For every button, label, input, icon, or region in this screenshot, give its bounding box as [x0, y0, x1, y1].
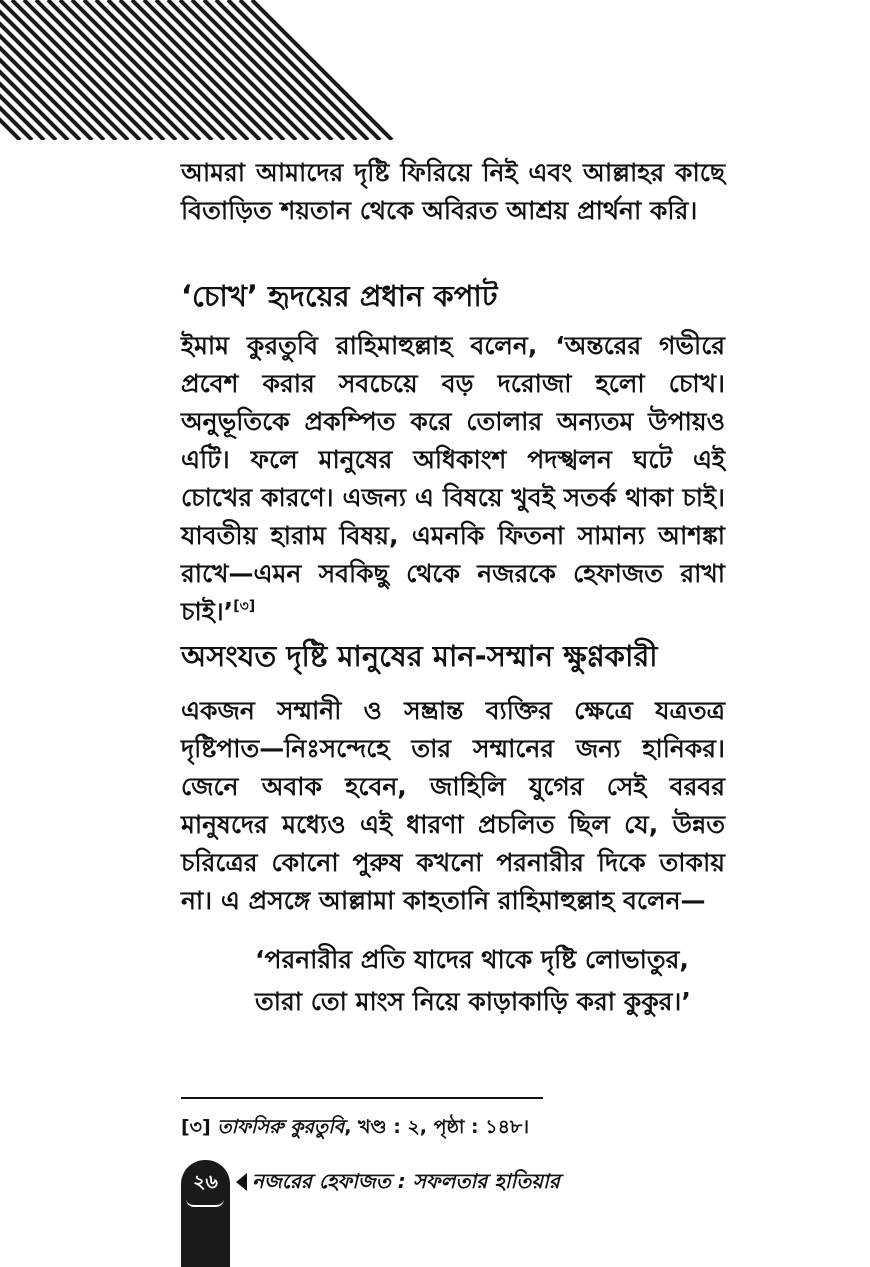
- footnote-detail: , খণ্ড : ২, পৃষ্ঠা : ১৪৮।: [344, 1116, 530, 1138]
- footnote-reference[interactable]: [৩]: [233, 598, 256, 615]
- running-book-title: নজরের হেফাজত : সফলতার হাতিয়ার: [252, 1169, 560, 1193]
- paragraph-intro: আমরা আমাদের দৃষ্টি ফিরিয়ে নিই এবং আল্লাহর কাছে বিতাড়িত শয়তান থেকে অবিরত আশ্রয় প্রার্থনা করি।: [181, 158, 725, 225]
- page-number-arc: [186, 1199, 224, 1207]
- verse-line-1: ‘পরনারীর প্রতি যাদের থাকে দৃষ্টি লোভাতুর,: [255, 945, 689, 974]
- decorative-stripes: [0, 0, 400, 140]
- footnote-divider: [181, 1097, 543, 1099]
- paragraph-qurtubi-text: ইমাম কুরতুবি রাহিমাহুল্লাহ বলেন, ‘অন্তরের গভীরে প্রবেশ করার সবচেয়ে বড় দরোজা হলো চোখ। অনুভূতিকে প্রকম্পিত করে তোলার অন্যতম উপায়ও এটি। ফলে মানুষের অধিকাংশ পদস্খলন ঘটে এই চোখের কারণে। এজন্য এ বিষয়ে খুবই সতর্ক থাকা চাই। যাবতীয় হারাম বিষয়, এমনকি ফিতনা সামান্য আশঙ্কা রাখে—এমন সবকিছু থেকে নজরকে হেফাজত রাখা চাই।’: [181, 331, 725, 626]
- heading-eye-door: ‘চোখ’ হৃদয়ের প্রধান কপাট: [181, 279, 498, 313]
- footnote-number: [৩]: [181, 1116, 211, 1138]
- verse-line-2: তারা তো মাংস নিয়ে কাড়াকাড়ি করা কুকুর।’: [255, 987, 691, 1016]
- left-triangle-icon: [236, 1173, 247, 1191]
- paragraph-dignity: একজন সম্মানী ও সম্ভ্রান্ত ব্যক্তির ক্ষেত্রে যত্রতত্র দৃষ্টিপাত—নিঃসন্দেহে তার সম্মানের জন্য হানিকর। জেনে অবাক হবেন, জাহিলি যুগের সেই বরবর মানুষদের মধ্যেও এই ধারণা প্রচলিত ছিল যে, উন্নত চরিত্রের কোনো পুরুষ কখনো পরনারীর দিকে তাকায় না। এ প্রসঙ্গে আল্লামা কাহতানি রাহিমাহুল্লাহ বলেন—: [181, 696, 725, 915]
- page-number: ২৬: [193, 1171, 218, 1193]
- paragraph-qurtubi-quote: [181, 327, 725, 631]
- footnote: [181, 1113, 741, 1141]
- footnote-source: তাফসিরু কুরতুবি: [217, 1116, 345, 1138]
- heading-unrestrained-gaze: অসংযত দৃষ্টি মানুষের মান-সম্মান ক্ষুণ্ণকারী: [181, 639, 658, 673]
